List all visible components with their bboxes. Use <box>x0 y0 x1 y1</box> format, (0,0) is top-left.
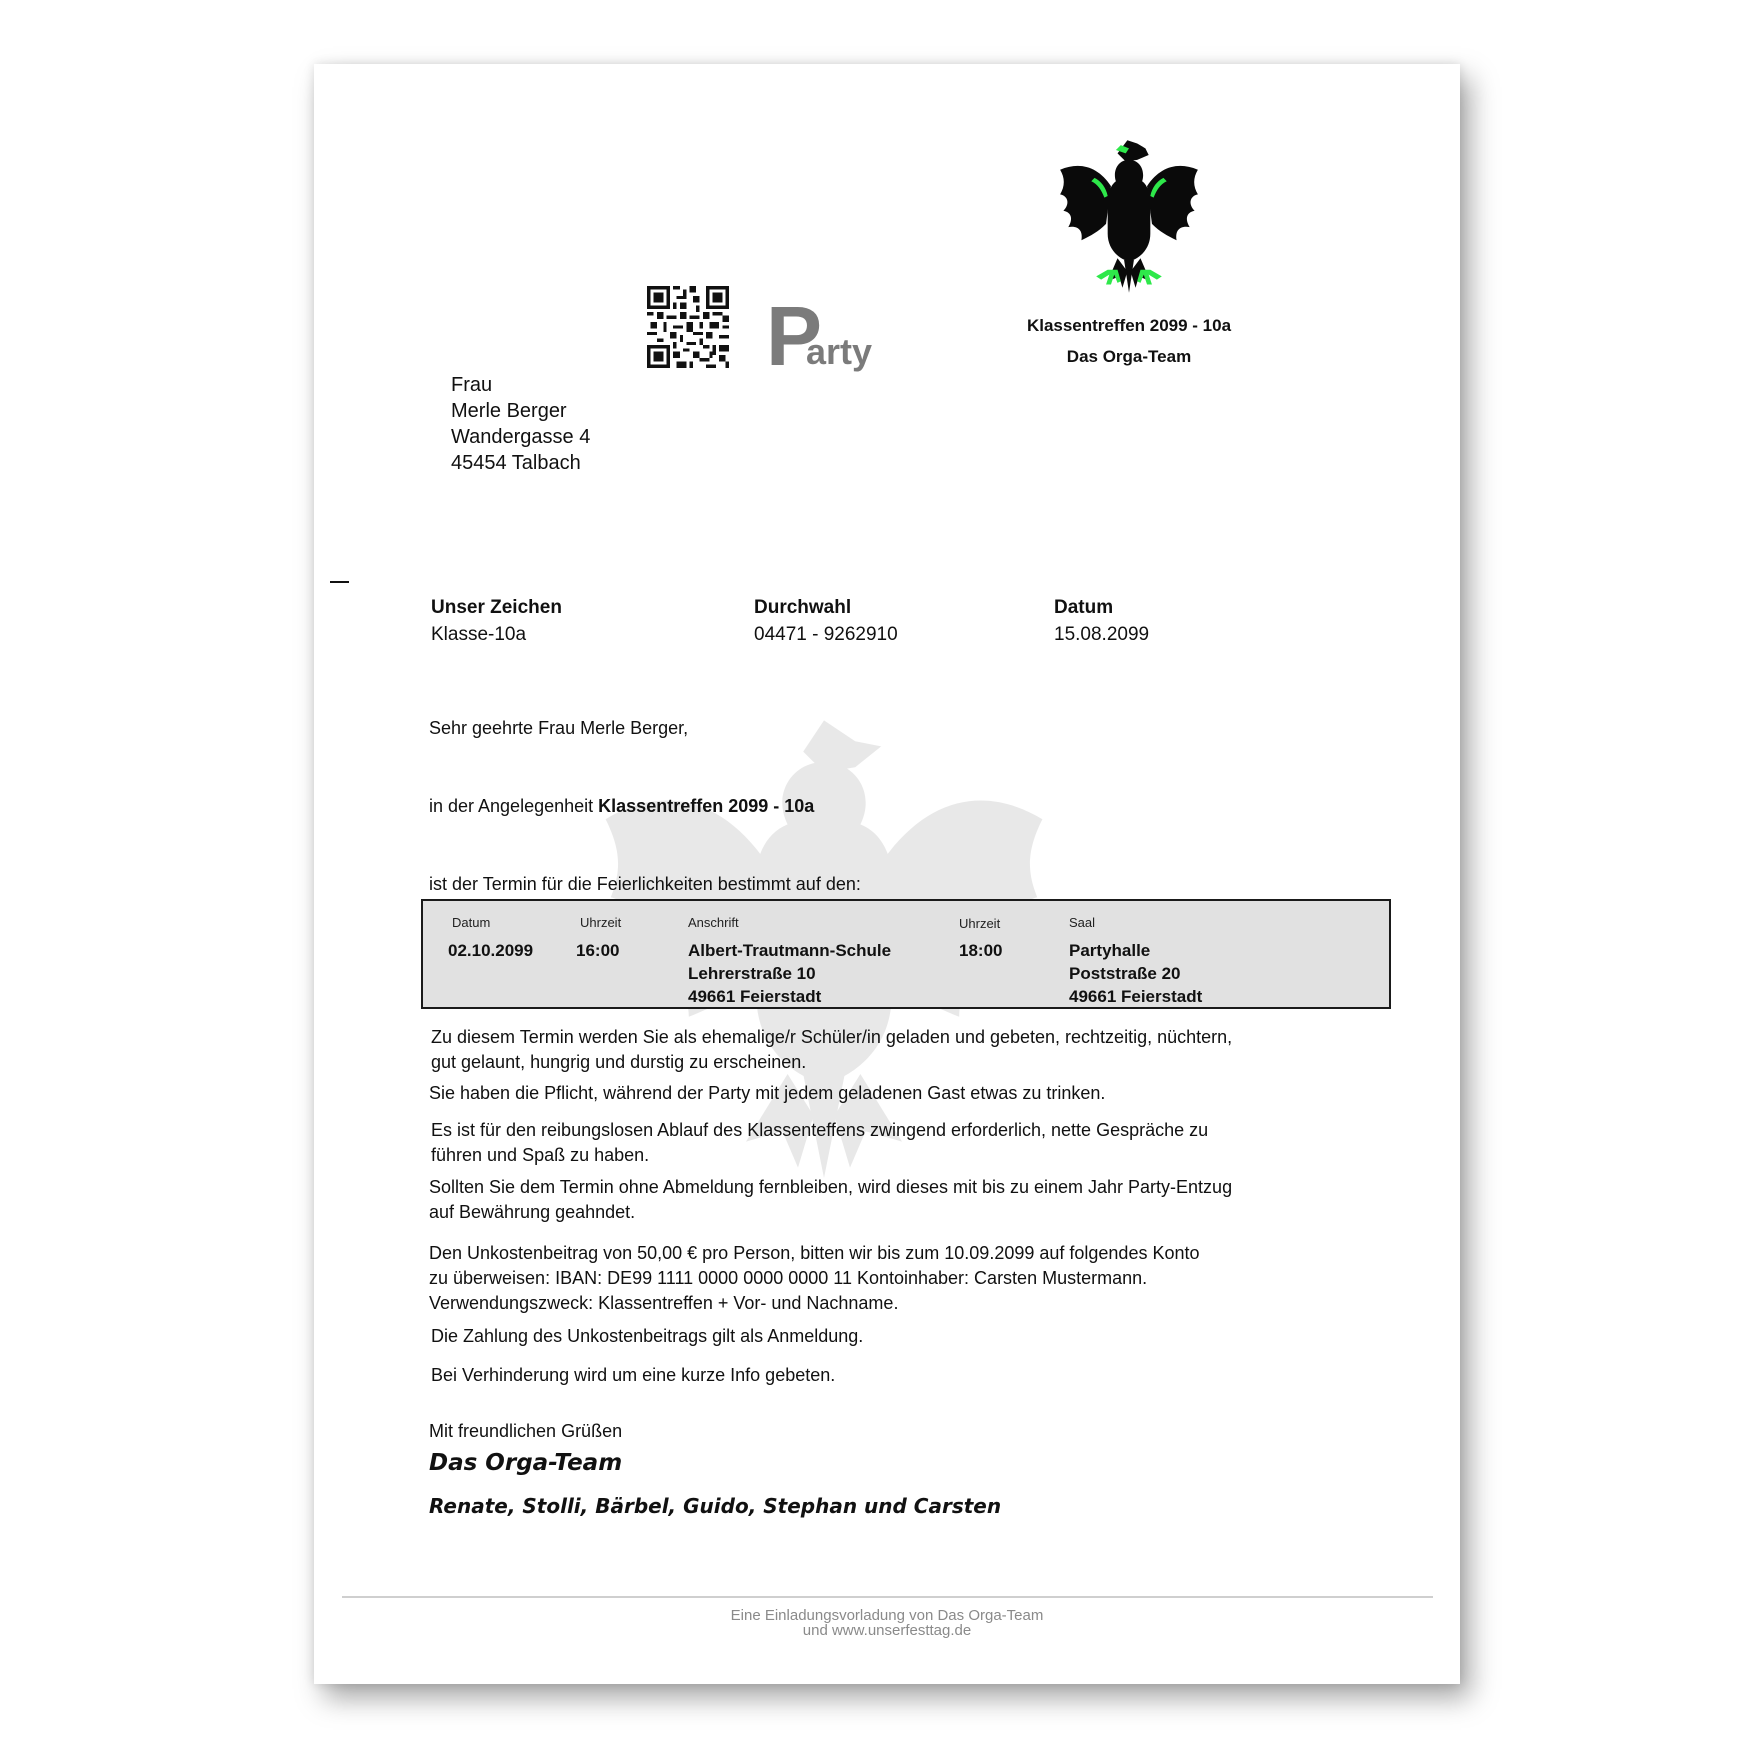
footer-line-1: Eine Einladungsvorladung von Das Orga-Team <box>730 1607 1044 1624</box>
termin-anschrift-line: Lehrerstraße 10 <box>688 964 816 983</box>
qr-code-icon <box>647 286 729 368</box>
party-logo-rest: arty <box>806 331 873 372</box>
footer-line-2: und www.unserfesttag.de <box>802 1622 972 1639</box>
paragraph-7: Bei Verhinderung wird um eine kurze Info gebeten. <box>431 1365 836 1385</box>
paragraph-line: Den Unkostenbeitrag von 50,00 € pro Person, bitten wir bis zum 10.09.2099 auf folgendes Konto <box>429 1243 1200 1263</box>
ref-datum-label: Datum <box>1054 597 1114 618</box>
party-logo <box>766 289 873 383</box>
letter-page <box>314 64 1460 1684</box>
ref-zeichen-value: Klasse-10a <box>431 624 527 645</box>
paragraph-5 <box>429 1241 1200 1316</box>
termin-uhrzeit2: 18:00 <box>959 941 1003 960</box>
recipient-address <box>451 372 590 476</box>
signature-names: Renate, Stolli, Bärbel, Guido, Stephan und Carsten <box>429 1494 1002 1518</box>
ref-datum-value: 15.08.2099 <box>1054 624 1150 645</box>
closing: Mit freundlichen Grüßen <box>429 1421 623 1441</box>
ref-durchwahl <box>754 594 898 648</box>
paragraph-line: führen und Spaß zu haben. <box>431 1145 650 1165</box>
termin-saal-label: Saal <box>1069 915 1096 930</box>
fold-mark <box>330 581 349 583</box>
termin-box <box>421 899 1391 1009</box>
paragraph-line: Verwendungszweck: Klassentreffen + Vor- und Nachname. <box>429 1293 899 1313</box>
sender-line-1: Klassentreffen 2099 - 10a <box>1026 316 1232 335</box>
footer-rule <box>342 1596 1433 1598</box>
termin-uhrzeit1: 16:00 <box>576 941 620 960</box>
party-logo-initial: P <box>766 289 821 383</box>
ref-durchwahl-value: 04471 - 9262910 <box>754 624 898 645</box>
paragraph-3 <box>431 1118 1208 1168</box>
termin-anschrift <box>688 939 891 1008</box>
recipient-street: Wandergasse 4 <box>451 426 591 448</box>
termin-anschrift-label: Anschrift <box>688 915 739 930</box>
termin-intro: ist der Termin für die Feierlichkeiten bestimmt auf den: <box>429 874 861 894</box>
sender-line-2: Das Orga-Team <box>1066 347 1192 366</box>
paragraph-6: Die Zahlung des Unkostenbeitrags gilt als Anmeldung. <box>431 1326 864 1346</box>
termin-datum-label: Datum <box>452 915 491 930</box>
recipient-name: Merle Berger <box>451 400 567 422</box>
ref-datum <box>1054 594 1149 648</box>
signature-team: Das Orga-Team <box>429 1450 623 1476</box>
paragraph-1 <box>431 1025 1232 1075</box>
recipient-city: 45454 Talbach <box>451 452 581 474</box>
termin-saal-line: Poststraße 20 <box>1069 964 1181 983</box>
eagle-emblem-icon <box>1041 132 1217 296</box>
paragraph-line: gut gelaunt, hungrig und durstig zu erscheinen. <box>431 1052 807 1072</box>
recipient-salutation: Frau <box>451 374 493 396</box>
termin-saal-line: 49661 Feierstadt <box>1069 987 1203 1006</box>
ref-zeichen-label: Unser Zeichen <box>431 597 562 618</box>
paragraph-4 <box>429 1175 1232 1225</box>
paragraph-2: Sie haben die Pflicht, während der Party mit jedem geladenen Gast etwas zu trinken. <box>429 1083 1106 1103</box>
paragraph-line: Zu diesem Termin werden Sie als ehemalige/r Schüler/in geladen und gebeten, rechtzeitig, nüchtern, <box>431 1027 1233 1047</box>
matter-line <box>429 794 814 819</box>
termin-uhrzeit1-label: Uhrzeit <box>580 915 622 930</box>
paragraph-line: zu überweisen: IBAN: DE99 1111 0000 0000 0000 11 Kontoinhaber: Carsten Mustermann. <box>429 1268 1148 1288</box>
paragraph-line: auf Bewährung geahndet. <box>429 1202 636 1222</box>
termin-saal <box>1069 939 1202 1008</box>
greeting: Sehr geehrte Frau Merle Berger, <box>429 718 689 738</box>
ref-durchwahl-label: Durchwahl <box>754 597 852 618</box>
termin-uhrzeit2-label: Uhrzeit <box>959 916 1001 931</box>
termin-anschrift-line: Albert-Trautmann-Schule <box>688 941 892 960</box>
matter-prefix: in der Angelegenheit <box>429 796 594 816</box>
termin-anschrift-line: 49661 Feierstadt <box>688 987 822 1006</box>
paragraph-line: Es ist für den reibungslosen Ablauf des Klassenteffens zwingend erforderlich, nette Gespräche zu <box>431 1120 1209 1140</box>
paragraph-line: Sollten Sie dem Termin ohne Abmeldung fernbleiben, wird dieses mit bis zu einem Jahr Party-Entzug <box>429 1177 1233 1197</box>
termin-saal-line: Partyhalle <box>1069 941 1151 960</box>
termin-datum: 02.10.2099 <box>448 941 534 960</box>
ref-zeichen <box>431 594 562 648</box>
matter-title: Klassentreffen 2099 - 10a <box>598 796 815 816</box>
